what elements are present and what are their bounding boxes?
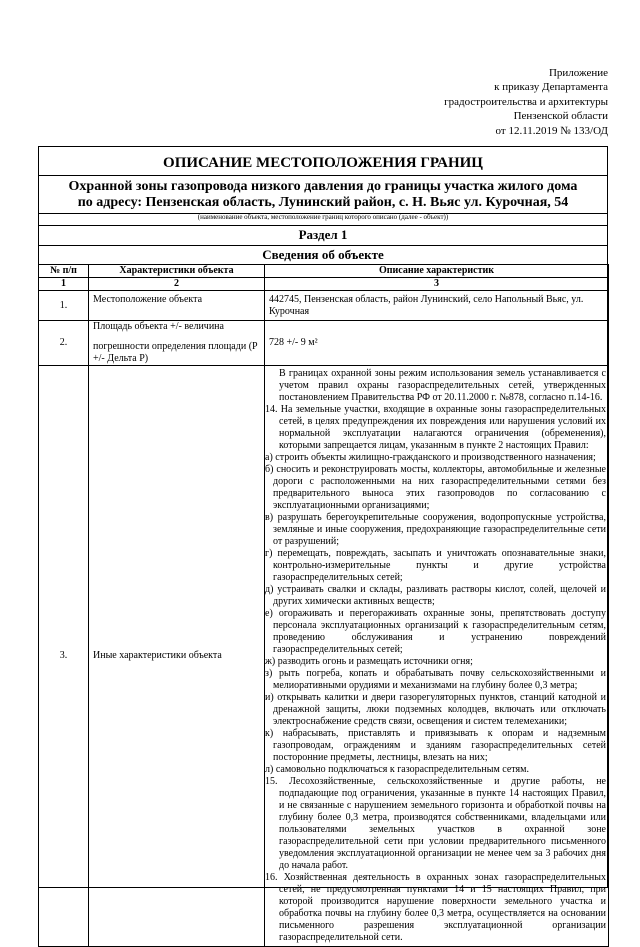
characteristic-line: погрешности определения площади (Р +/- Дельта Р)	[93, 341, 258, 364]
table-number-row	[39, 278, 609, 291]
rule-item: и) открывать калитки и двери газорегуляторных пунктов, станций катодной и дренажной защиты, люки подземных колодцев, включать или отключать электроснабжение средств связи, освещения и систем телемеханики;	[265, 692, 606, 727]
column-number: 3	[265, 278, 609, 291]
column-header: № п/п	[39, 265, 89, 278]
row-description	[265, 366, 609, 947]
row-number: 3.	[39, 366, 89, 947]
document-title: ОПИСАНИЕ МЕСТОПОЛОЖЕНИЯ ГРАНИЦ	[163, 155, 483, 171]
column-number: 2	[89, 278, 265, 291]
rule-item: в) разрушать берегоукрепительные сооружения, водопропускные устройства, земляные и иные сооружения, предохраняющие газораспределительные сети от разрушений;	[265, 512, 606, 547]
divider	[39, 245, 607, 246]
appendix-line: градостроительства и архитектуры	[444, 95, 608, 108]
table-row	[39, 366, 609, 947]
rule-item: б) сносить и реконструировать мосты, коллекторы, автомобильные и железные дороги с расположенными на них газораспределительными сетями без предварительного выноса этих газопроводов по согласованию с эксплуатационными организациями;	[265, 464, 606, 511]
rule-paragraph: 16. Хозяйственная деятельность в охранных зонах газораспределительных сетей, не предусмотренная пунктами 14 и 15 настоящих Правил, при которой производится нарушение поверхности земельного участка и обработка почвы на глубину более 0,3 метра, осуществляется на основании письменного разрешения эксплуатационной организации газораспределительной сети.	[265, 872, 606, 943]
appendix-block	[368, 66, 608, 138]
object-table	[38, 264, 609, 947]
appendix-line: Пензенской области	[513, 110, 608, 123]
rule-item: ж) разводить огонь и размещать источники огня;	[265, 656, 473, 667]
table-row	[39, 291, 609, 321]
rule-item: д) устраивать свалки и склады, разливать растворы кислот, солей, щелочей и других химически активных веществ;	[265, 584, 606, 607]
column-header: Характеристики объекта	[89, 265, 265, 278]
rule-paragraph: В границах охранной зоны режим использования земель устанавливается с учетом правил охраны газораспределительных сетей, утвержденных постановлением Правительства РФ от 20.11.2000 г. №878, согласно п.14-16.	[279, 368, 606, 403]
rule-paragraph: 14. На земельные участки, входящие в охранные зоны газораспределительных сетей, в целях предупреждения их повреждения или нарушения условий их нормальной эксплуатации налагаются ограничения (обременения), которыми запрещается лицам, указанным в пункте 2 настоящих Правил:	[265, 404, 606, 451]
characteristic-line: Площадь объекта +/- величина	[93, 321, 224, 332]
row-characteristic	[89, 321, 265, 366]
appendix-line: Приложение	[548, 67, 608, 79]
appendix-line: к приказу Департамента	[494, 81, 608, 94]
rule-item: л) самовольно подключаться к газораспределительным сетям.	[265, 764, 529, 775]
rule-item: г) перемещать, повреждать, засыпать и уничтожать опознавательные знаки, контрольно-измерительные пункты и другие устройства газораспределительных сетей;	[265, 548, 606, 583]
row-description: 728 +/- 9 м²	[265, 321, 609, 366]
rule-item: з) рыть погреба, копать и обрабатывать почву сельскохозяйственными и мелиоративными орудиями и механизмами на глубину более 0,3 метра;	[265, 668, 606, 691]
column-header: Описание характеристик	[265, 265, 609, 278]
document-frame	[38, 146, 608, 943]
table-row	[39, 321, 609, 366]
document-subtitle	[39, 179, 607, 211]
column-number: 1	[39, 278, 89, 291]
row-characteristic: Местоположение объекта	[89, 291, 265, 321]
rule-item: а) строить объекты жилищно-гражданского и производственного назначения;	[265, 452, 596, 463]
rule-item: к) набрасывать, приставлять и привязывать к опорам и надземным газопроводам, ограждениям и зданиям газораспределительных сетей посторонние предметы, лестницы, влезать на них;	[265, 728, 606, 763]
section-title: Сведения об объекте	[262, 247, 384, 262]
table-header-row	[39, 265, 609, 278]
row-description: 442745, Пензенская область, район Лунинский, село Напольный Вьяс, ул. Курочная	[265, 291, 609, 321]
divider	[39, 175, 607, 176]
appendix-line: от 12.11.2019 № 133/ОД	[495, 124, 608, 137]
subtitle-line: Охранной зоны газопровода низкого давления до границы участка жилого дома	[68, 179, 578, 194]
section-number: Раздел 1	[298, 227, 348, 242]
object-caption: (наименование объекта, местоположение границ которого описано (далее - объект))	[197, 213, 449, 221]
row-number: 2.	[39, 321, 89, 366]
row-characteristic: Иные характеристики объекта	[89, 366, 265, 947]
rule-paragraph: 15. Лесохозяйственные, сельскохозяйственные и другие работы, не подпадающие под ограничения, указанные в пункте 14 настоящих Правил, и не связанные с нарушением земельного горизонта и обработкой почвы на глубину более 0,3 метра, производятся собственниками, владельцами или пользователями земельных участков в охранной зоне газораспределительной сети при условии предварительного письменного уведомления эксплуатационной организации не менее чем за 3 рабочих дня до начала работ.	[265, 776, 606, 871]
divider	[39, 225, 607, 226]
rule-item: е) огораживать и перегораживать охранные зоны, препятствовать доступу персонала эксплуатационных организаций к газораспределительным сетям, проведению обслуживания и устранению повреждений газораспределительных сетей;	[265, 608, 606, 655]
row-number: 1.	[39, 291, 89, 321]
subtitle-line: по адресу: Пензенская область, Лунинский район, с. Н. Вьяс ул. Курочная, 54	[77, 195, 569, 210]
